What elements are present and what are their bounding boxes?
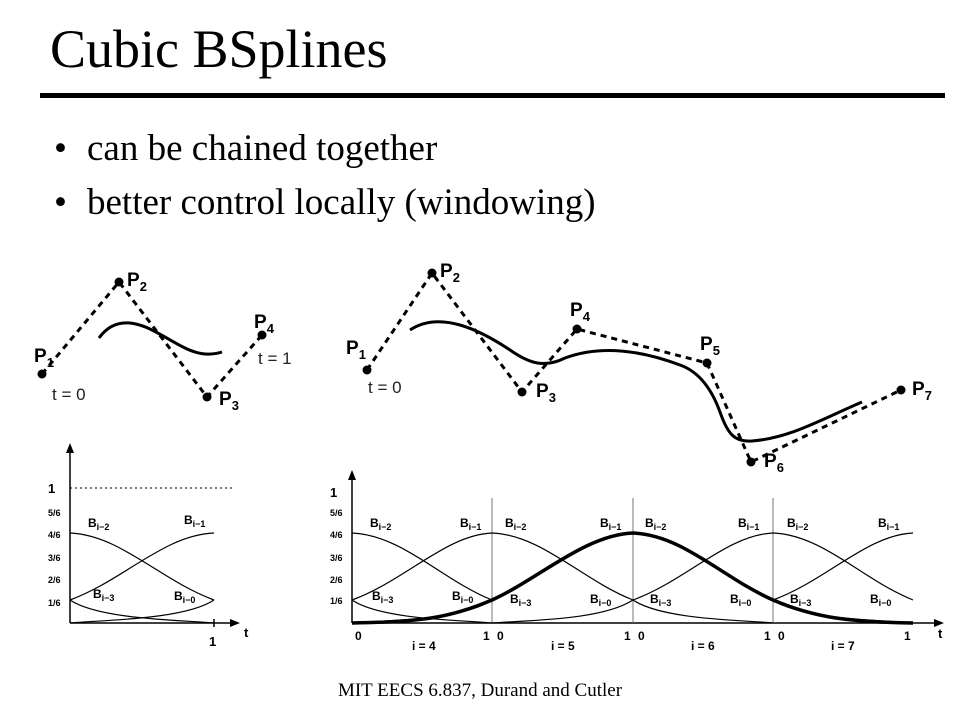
- curve-label: $B_{i-2}$: [505, 516, 527, 532]
- bullet-item: • can be chained together: [50, 122, 596, 176]
- segment-index-label: i = 6: [691, 639, 715, 653]
- curve-label: $B_{i-2}$: [645, 516, 667, 532]
- basis-curve: [773, 533, 913, 600]
- control-point: [573, 325, 582, 334]
- segment-start-label: 0: [778, 629, 785, 643]
- y-tick-label: 2/6: [48, 575, 61, 585]
- curve-label: $B_{i-3}$: [790, 592, 812, 608]
- point-label: $P_2$: [440, 261, 460, 285]
- curve-label: $B_{i-0}$: [174, 589, 196, 605]
- y-tick-label: 5/6: [330, 508, 343, 518]
- left-control-polygon: [42, 282, 262, 397]
- segment-end-label: 1: [764, 629, 771, 643]
- point-label: $P_4$: [254, 312, 274, 336]
- curve-label: $B_{i-0}$: [590, 592, 612, 608]
- curve-label: $B_{i-0}$: [452, 589, 474, 605]
- control-point: [747, 458, 756, 467]
- segment-index-label: i = 5: [551, 639, 575, 653]
- y-tick-label: 1/6: [48, 598, 61, 608]
- curve-label: $B_{i-3}$: [372, 589, 394, 605]
- left-basis-plot: [48, 443, 249, 649]
- curve-label: $B_{i-1}$: [460, 516, 482, 532]
- segment-start-label: 0: [497, 629, 504, 643]
- curve-label: $B_{i-2}$: [370, 516, 392, 532]
- bullet-item: • better control locally (windowing): [50, 176, 596, 230]
- t-start-label: t = 0: [52, 385, 86, 404]
- point-label: $P_3$: [536, 381, 556, 405]
- y-tick-label: 3/6: [330, 553, 343, 563]
- y-tick-label: 1/6: [330, 596, 343, 606]
- y-axis-arrow: [348, 470, 356, 480]
- curve-label: $B_{i-3}$: [510, 592, 532, 608]
- segment-start-label: 0: [638, 629, 645, 643]
- curve-label: $B_{i-1}$: [738, 516, 760, 532]
- curve-label: $B_{i-3}$: [650, 592, 672, 608]
- t-end-label: t = 1: [258, 349, 292, 368]
- segment-index-label: i = 4: [412, 639, 436, 653]
- y-tick-label: 4/6: [330, 530, 343, 540]
- point-label: $P_5$: [700, 334, 720, 358]
- y-tick-label: 1: [48, 481, 56, 496]
- point-label: $P_6$: [764, 451, 784, 475]
- curve-label: $B_{i-2}$: [88, 516, 110, 532]
- axis-label: t: [244, 625, 249, 640]
- point-label: $P_3$: [219, 389, 239, 413]
- y-tick-label: 5/6: [48, 508, 61, 518]
- segment-end-label: 1: [483, 629, 490, 643]
- control-point: [428, 269, 437, 278]
- y-tick-label: 4/6: [48, 530, 61, 540]
- segment-index-label: i = 7: [831, 639, 855, 653]
- left-spline-diagram: [34, 270, 292, 413]
- control-point: [203, 393, 212, 402]
- y-tick-label: 3/6: [48, 553, 61, 563]
- curve-label: $B_{i-1}$: [600, 516, 622, 532]
- right-spline-diagram: [346, 261, 932, 475]
- segment-end-label: 1: [904, 629, 911, 643]
- y-tick-label: 1: [330, 485, 338, 500]
- control-point: [703, 359, 712, 368]
- point-label: $P_4$: [570, 300, 590, 324]
- y-tick-label: 2/6: [330, 575, 343, 585]
- right-spline-curve: [410, 322, 862, 441]
- control-point: [38, 370, 47, 379]
- control-point: [363, 366, 372, 375]
- curve-label: $B_{i-2}$: [787, 516, 809, 532]
- control-point: [518, 388, 527, 397]
- curve-label: $B_{i-1}$: [878, 516, 900, 532]
- slide-footer: MIT EECS 6.837, Durand and Cutler: [337, 680, 623, 701]
- control-point: [897, 386, 906, 395]
- control-point: [115, 278, 124, 287]
- point-label: $P_1$: [34, 346, 54, 370]
- point-label: $P_2$: [127, 270, 147, 294]
- right-basis-plot: [330, 470, 944, 653]
- segment-start-label: 0: [355, 629, 362, 643]
- segment-end-label: 1: [624, 629, 631, 643]
- right-control-polygon: [367, 273, 901, 462]
- axis-label: t: [938, 626, 943, 641]
- x-axis-arrow: [230, 619, 240, 627]
- curve-label: $B_{i-1}$: [184, 513, 206, 529]
- point-label: $P_7$: [912, 379, 932, 403]
- curve-label: $B_{i-3}$: [93, 587, 115, 603]
- curve-label: $B_{i-0}$: [870, 592, 892, 608]
- point-label: $P_1$: [346, 338, 366, 362]
- slide-title: Cubic BSplines: [50, 19, 388, 79]
- t-start-label: t = 0: [368, 378, 402, 397]
- y-axis-arrow: [66, 443, 74, 453]
- curve-label: $B_{i-0}$: [730, 592, 752, 608]
- x-tick-label: 1: [209, 634, 217, 649]
